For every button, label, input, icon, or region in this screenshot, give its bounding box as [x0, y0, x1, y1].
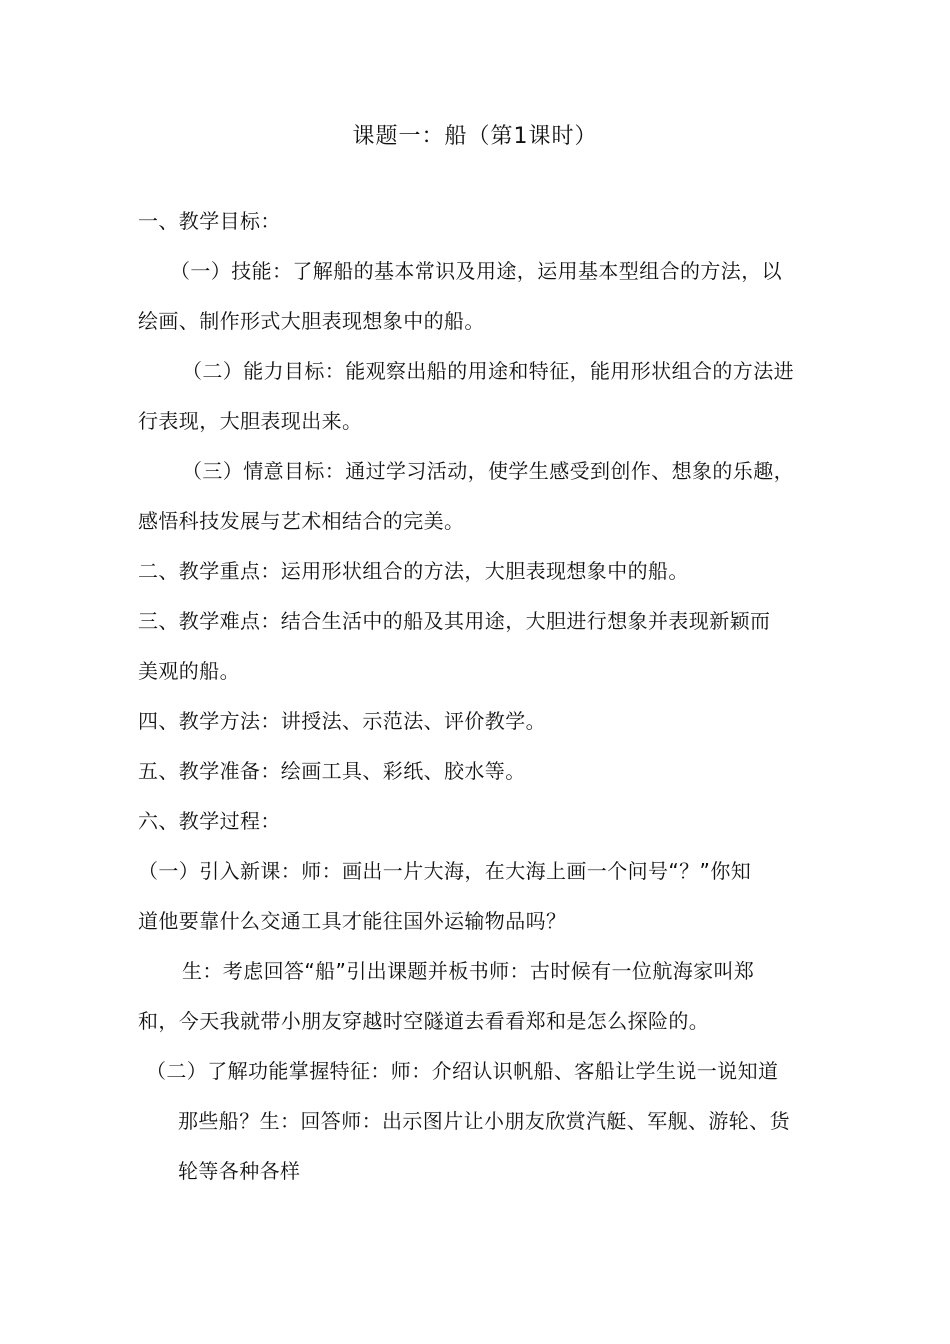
section-heading-methods: 四、教学方法：讲授法、示范法、评价教学。 — [138, 709, 546, 733]
paragraph-line: （三）情意目标：通过学习活动，使学生感受到创作、想象的乐趣， — [182, 459, 794, 483]
section-heading-objectives: 一、教学目标： — [138, 209, 281, 233]
document-title: 课题一：船（第1课时） — [352, 124, 598, 149]
paragraph-line: （一）技能：了解船的基本常识及用途，运用基本型组合的方法，以 — [170, 259, 782, 283]
paragraph-line: 道他要靠什么交通工具才能往国外运输物品吗？ — [138, 909, 567, 933]
paragraph-line: 行表现，大胆表现出来。 — [138, 409, 363, 433]
paragraph-line: 感悟科技发展与艺术相结合的完美。 — [138, 509, 465, 533]
paragraph-line: （二）了解功能掌握特征：师：介绍认识帆船、客船让学生说一说知道 — [146, 1059, 779, 1083]
paragraph-line: 那些船？生：回答师：出示图片让小朋友欣赏汽艇、军舰、游轮、货 — [178, 1109, 790, 1133]
paragraph-line: 美观的船。 — [138, 659, 240, 683]
section-heading-process: 六、教学过程： — [138, 809, 281, 833]
section-heading-preparation: 五、教学准备：绘画工具、彩纸、胶水等。 — [138, 759, 526, 783]
paragraph-line: 轮等各种各样 — [178, 1159, 301, 1183]
paragraph-line: 和，今天我就带小朋友穿越时空隧道去看看郑和是怎么探险的。 — [138, 1009, 710, 1033]
paragraph-line: （二）能力目标：能观察出船的用途和特征，能用形状组合的方法进 — [182, 359, 794, 383]
paragraph-line: 生：考虑回答“船”引出课题并板书师：古时候有一位航海家叫郑 — [182, 959, 755, 983]
paragraph-line: （一）引入新课：师：画出一片大海，在大海上画一个问号“？”你知 — [138, 859, 752, 883]
paragraph-line: 绘画、制作形式大胆表现想象中的船。 — [138, 309, 485, 333]
section-heading-key-points: 二、教学重点：运用形状组合的方法，大胆表现想象中的船。 — [138, 559, 689, 583]
section-heading-difficulties: 三、教学难点：结合生活中的船及其用途，大胆进行想象并表现新颖而 — [138, 609, 771, 633]
